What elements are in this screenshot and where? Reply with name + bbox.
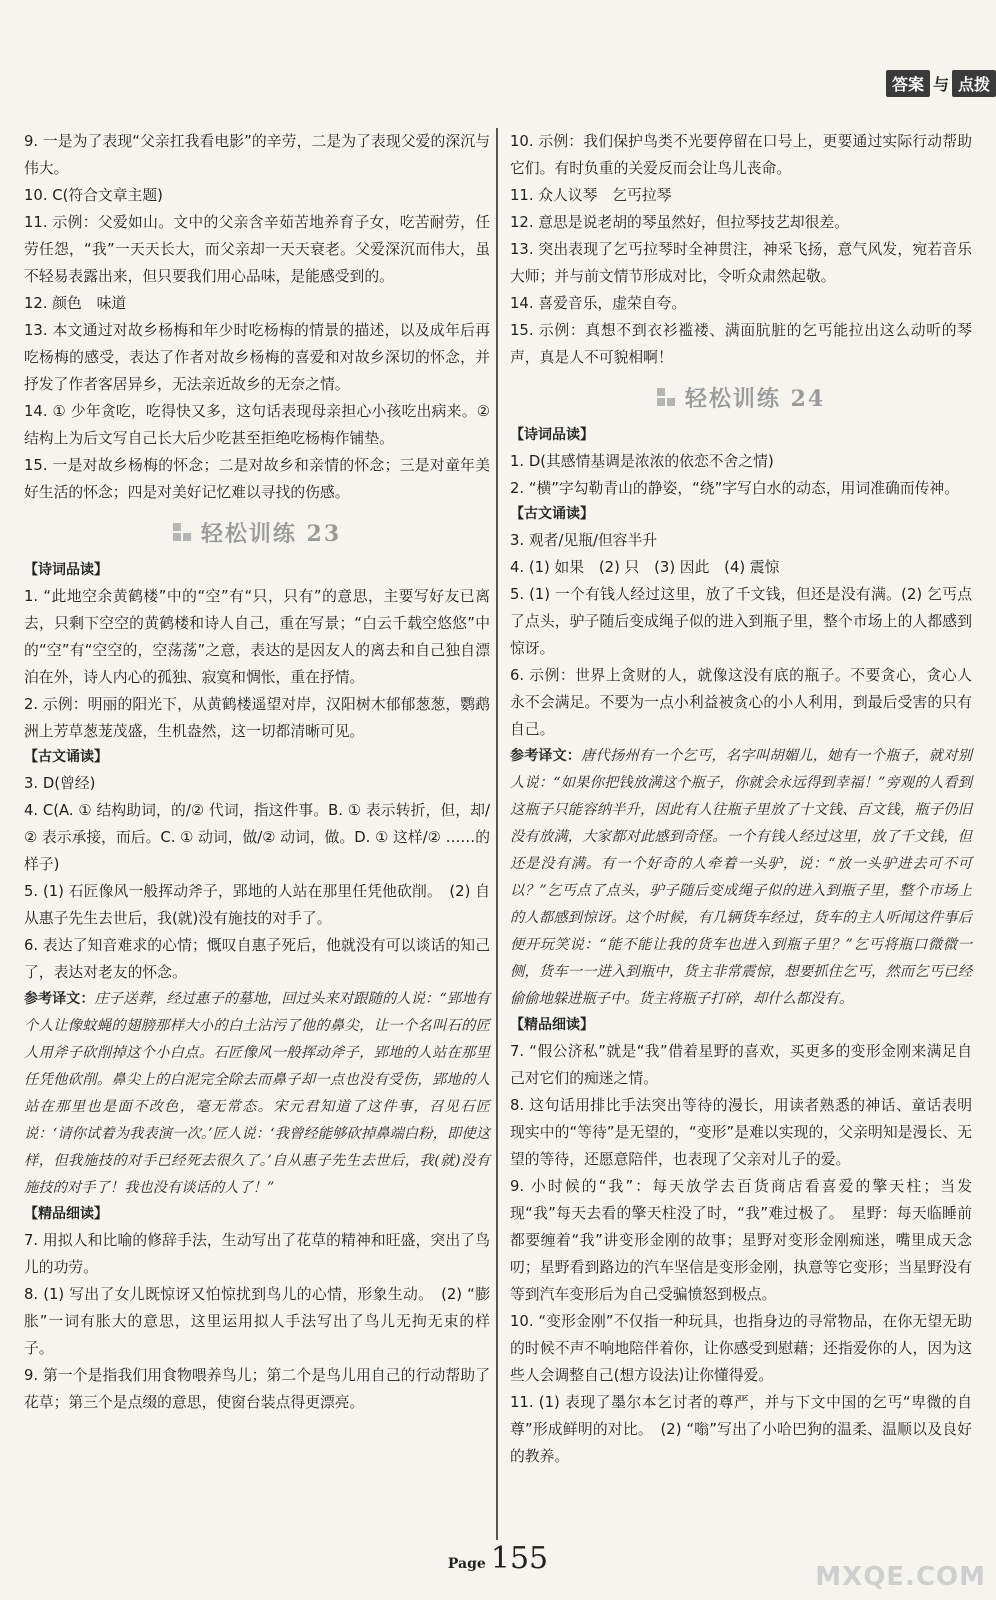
page-label: Page: [447, 1556, 486, 1572]
answer-item: 10. C(符合文章主题): [24, 187, 163, 204]
answer-item: 2. 示例：明丽的阳光下，从黄鹤楼遥望对岸，汉阳树木郁郁葱葱，鹦鹉洲上芳草葱茏茂盛，生机盎然，这一切都清晰可见。: [24, 696, 490, 740]
translation-text: 庄子送葬，经过惠子的墓地，回过头来对跟随的人说：“郢地有个人让像蚊蝇的翅膀那样大小的白土沾污了他的鼻尖，让一个名叫石的匠人用斧子砍削掉这个小白点。石匠像风一般挥动斧子，郢地的人站在那里任凭他砍削。鼻尖上的白泥完全除去而鼻子却一点也没有受伤，郢地的人站在那里也是面不改色，毫无常态。宋元君知道了这件事，召见石匠说：‘请你试着为我表演一次。’匠人说：‘我曾经能够砍掉鼻端白粉，即使这样，但我施技的对手已经死去很久了。’自从惠子先生去世后，我(就)没有施技的对手了！我也没有谈话的人了！”: [24, 991, 490, 1196]
translation-label: 参考译文：: [510, 748, 581, 764]
answer-item: 6. 表达了知音难求的心情；慨叹自惠子死后，他就没有可以谈话的知己了，表达对老友的怀念。: [24, 937, 490, 981]
section-label-classic: 【古文诵读】: [510, 506, 594, 522]
hint-label: 点拨: [952, 70, 996, 97]
section-heading-23: [24, 506, 490, 558]
answer-item: 13. 本文通过对故乡杨梅和年少时吃杨梅的情景的描述，以及成年后再吃杨梅的感受，表达了作者对故乡杨梅的喜爱和对故乡深切的怀念，并抒发了作者客居异乡，无法亲近故乡的无奈之情。: [24, 322, 490, 393]
heading-title: 轻松训练 23: [200, 520, 342, 547]
answer-item: 11. 示例：父爱如山。文中的父亲含辛茹苦地养育子女，吃苦耐劳，任劳任怨，“我”一天天长大，而父亲却一天天衰老。父爱深沉而伟大，虽不轻易表露出来，但只要我们用心品味，是能感受到的。: [24, 214, 490, 285]
site-watermark: MXQE.COM: [815, 1562, 986, 1592]
answer-hint-tag: [886, 70, 996, 97]
answer-label: 答案: [886, 70, 930, 97]
answer-item: 6. 示例：世界上贪财的人，就像这没有底的瓶子。不要贪心，贪心人永不会满足。不要为一点小利益被贪心的小人利用，到最后受害的只有自己。: [510, 667, 972, 738]
section-label-classic: 【古文诵读】: [24, 749, 108, 765]
answer-item: 12. 颜色 味道: [24, 295, 127, 312]
section-label-read: 【精品细读】: [24, 1206, 108, 1222]
answer-item: 11. 众人议琴 乞丐拉琴: [510, 187, 672, 204]
answer-item: 3. D(曾经): [24, 775, 96, 792]
answer-item: 3. 观者/见瓶/但容半升: [510, 532, 658, 549]
answer-item: 15. 一是对故乡杨梅的怀念；二是对故乡和亲情的怀念；三是对童年美好生活的怀念；四是对美好记忆难以寻找的伤感。: [24, 457, 490, 501]
answer-item: 14. 喜爱音乐，虚荣自夸。: [510, 295, 687, 312]
answer-item: 5. (1) 石匠像风一般挥动斧子，郢地的人站在那里任凭他砍削。 (2) 自从惠子先生去世后，我(就)没有施技的对手了。: [24, 883, 490, 927]
section-heading-24: [510, 371, 972, 423]
answer-item: 15. 示例：真想不到衣衫褴褛、满面肮脏的乞丐能拉出这么动听的琴声，真是人不可貌相啊！: [510, 322, 972, 366]
page-body: [18, 128, 984, 1540]
heading-title: 轻松训练 24: [684, 385, 826, 412]
answer-item: 7. 用拟人和比喻的修辞手法，生动写出了花草的精神和旺盛，突出了鸟儿的功劳。: [24, 1232, 490, 1276]
answer-item: 10. 示例：我们保护鸟类不光要停留在口号上，更要通过实际行动帮助它们。有时负重的关爱反而会让鸟儿丧命。: [510, 133, 972, 177]
left-column: [18, 128, 498, 1540]
answer-item: 4. (1) 如果 (2) 只 (3) 因此 (4) 震惊: [510, 559, 780, 576]
answer-item: 4. C(A. ① 结构助词，的/② 代词，指这件事。B. ① 表示转折，但，却/② 表示承接，而后。C. ① 动词，做/② 动词，做。D. ① 这样/② ……的样子): [24, 802, 490, 873]
and-label: 与: [932, 75, 949, 94]
answer-item: 8. (1) 写出了女儿既惊讶又怕惊扰到鸟儿的心情，形象生动。 (2) “膨胀”一词有胀大的意思，这里运用拟人手法写出了鸟儿无拘无束的样子。: [24, 1286, 490, 1357]
heading-square-icon: [657, 388, 675, 406]
right-column: [498, 128, 978, 1540]
answer-item: 1. “此地空余黄鹤楼”中的“空”有“只，只有”的意思，主要写好友已离去，只剩下空空的黄鹤楼和诗人自己，重在写景；“白云千载空悠悠”中的“空”有“空空的，空荡荡”之意，表达的是因友人的离去和自己独自漂泊在外，诗人内心的孤独、寂寞和惆怅，重在抒情。: [24, 588, 490, 686]
section-label-poem: 【诗词品读】: [24, 562, 108, 578]
answer-item: 12. 意思是说老胡的琴虽然好，但拉琴技艺却很差。: [510, 214, 849, 231]
answer-item: 2. “横”字勾勒青山的静姿，“绕”字写白水的动态，用词准确而传神。: [510, 480, 960, 497]
answer-item: 10. “变形金刚”不仅指一种玩具，也指身边的寻常物品，在你无望无助的时候不声不响地陪伴着你，让你感受到慰藉；还指爱你的人，因为这些人会调整自己(想方设法)让你懂得爱。: [510, 1313, 972, 1384]
answer-item: 9. 小时候的“我”：每天放学去百货商店看喜爱的擎天柱；当发现“我”每天去看的擎天柱没了时，“我”难过极了。 星野：每天临睡前都要缠着“我”讲变形金刚的故事；星野对变形金刚痴迷，嘴里成天念叨；星野看到路边的汽车坚信是变形金刚，执意等它变形；当星野没有等到汽车变形后为自己受骗愤怒到极点。: [510, 1178, 972, 1303]
translation-label: 参考译文：: [24, 991, 95, 1007]
answer-item: 8. 这句话用排比手法突出等待的漫长，用读者熟悉的神话、童话表明现实中的“等待”是无望的，“变形”是难以实现的，父亲明知是漫长、无望的等待，还愿意陪伴，也表现了父亲对儿子的爱。: [510, 1097, 972, 1168]
answer-item: 13. 突出表现了乞丐拉琴时全神贯注，神采飞扬，意气风发，宛若音乐大师；并与前文情节形成对比，令听众肃然起敬。: [510, 241, 972, 285]
reference-translation: [510, 743, 972, 1013]
answer-item: 9. 第一个是指我们用食物喂养鸟儿；第二个是鸟儿用自己的行动帮助了花草；第三个是点缀的意思，使窗台装点得更漂亮。: [24, 1367, 490, 1411]
answer-item: 11. (1) 表现了墨尔本乞讨者的尊严，并与下文中国的乞丐“卑微的自尊”形成鲜明的对比。 (2) “嗡”写出了小哈巴狗的温柔、温顺以及良好的教养。: [510, 1394, 972, 1465]
answer-item: 7. “假公济私”就是“我”借着星野的喜欢，买更多的变形金刚来满足自己对它们的痴迷之情。: [510, 1043, 972, 1087]
reference-translation: [24, 986, 490, 1202]
translation-text: 唐代扬州有一个乞丐，名字叫胡媚儿，她有一个瓶子，就对别人说：“如果你把钱放满这个瓶子，你就会永远得到幸福！”旁观的人看到这瓶子只能容纳半升，因此有人往瓶子里放了十文钱、百文钱，瓶子仍旧没有放满，大家都对此感到奇怪。一个有钱人经过这里，放了千文钱，但还是没有满。有一个好奇的人牵着一头驴，说：“放一头驴进去可不可以？”乞丐点了点头，驴子随后变成绳子似的进入到瓶子里，整个市场上的人都感到惊讶。这个时候，有几辆货车经过，货车的主人听闻这件事后便开玩笑说：“能不能让我的货车也进入到瓶子里？”乞丐将瓶口微微一侧，货车一一进入到瓶中，货主非常震惊，想要抓住乞丐，然而乞丐已经偷偷地躲进瓶子中。货主将瓶子打碎，却什么都没有。: [510, 748, 973, 1007]
page-number: 155: [490, 1541, 549, 1576]
section-label-read: 【精品细读】: [510, 1017, 594, 1033]
section-label-poem: 【诗词品读】: [510, 427, 594, 443]
answer-item: 9. 一是为了表现“父亲扛我看电影”的辛劳，二是为了表现父爱的深沉与伟大。: [24, 133, 490, 177]
answer-item: 14. ① 少年贪吃，吃得快又多，这句话表现母亲担心小孩吃出病来。② 结构上为后文写自己长大后少吃甚至拒绝吃杨梅作铺垫。: [24, 403, 490, 447]
answer-item: 5. (1) 一个有钱人经过这里，放了千文钱，但还是没有满。(2) 乞丐点了点头，驴子随后变成绳子似的进入到瓶子里，整个市场上的人都感到惊讶。: [510, 586, 972, 657]
heading-square-icon: [173, 523, 191, 541]
answer-item: 1. D(其感情基调是浓浓的依恋不舍之情): [510, 453, 774, 470]
